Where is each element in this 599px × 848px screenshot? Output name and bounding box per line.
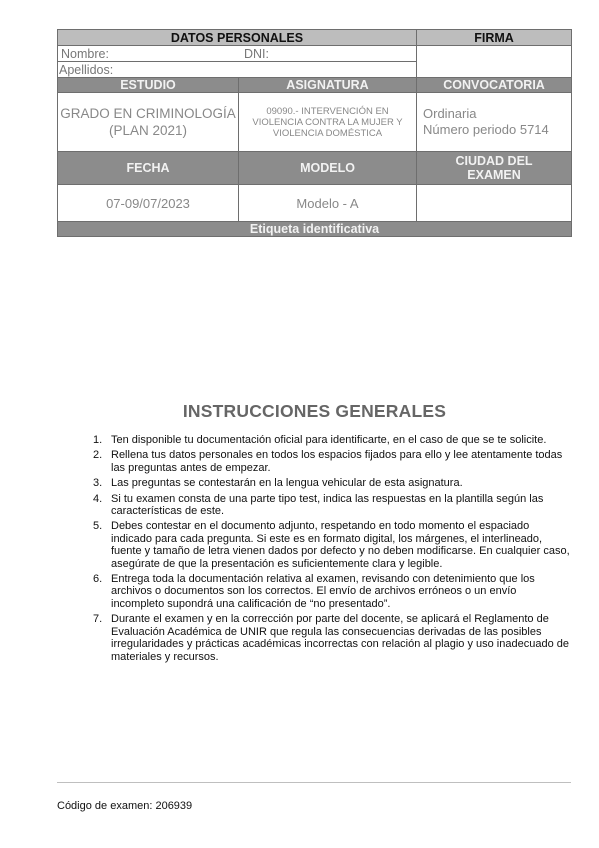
instruction-item (93, 477, 571, 490)
nombre-field[interactable] (58, 46, 417, 62)
estudio-value (58, 93, 239, 152)
asignatura-header: ASIGNATURA (239, 78, 417, 93)
footer-divider (57, 782, 571, 783)
ciudad-line1: CIUDAD DEL (455, 154, 533, 168)
instruction-number: 3. (93, 477, 103, 490)
instruction-number: 6. (93, 573, 103, 586)
ciudad-input[interactable] (417, 185, 572, 222)
ciudad-line2: EXAMEN (467, 168, 521, 182)
instruction-item (93, 573, 571, 610)
instructions-list (93, 434, 571, 666)
instruction-item (93, 613, 571, 663)
dni-label: DNI: (244, 46, 269, 61)
etiqueta-identificativa: Etiqueta identificativa (58, 222, 572, 237)
asignatura-line1: 09090.- INTERVENCIÓN EN (266, 105, 389, 117)
firma-box[interactable] (417, 46, 572, 78)
instruction-item (93, 520, 571, 570)
instruction-text: Si tu examen consta de una parte tipo test, indica las respuestas en la plantilla según las características de este. (111, 492, 544, 518)
fecha-value: 07-09/07/2023 (58, 185, 239, 222)
convocatoria-line2: Número periodo 5714 (423, 122, 549, 137)
estudio-line2: (PLAN 2021) (108, 123, 188, 138)
nombre-label: Nombre: (61, 46, 109, 61)
apellidos-field[interactable] (58, 62, 417, 78)
instruction-number: 5. (93, 520, 103, 533)
modelo-value: Modelo - A (239, 185, 417, 222)
ciudad-header (417, 152, 572, 185)
instruction-number: 1. (93, 434, 103, 446)
instruction-item (93, 434, 571, 446)
convocatoria-value (417, 93, 572, 152)
firma-header: FIRMA (417, 30, 572, 46)
instruction-text: Debes contestar en el documento adjunto, respetando en todo momento el espaciado indicado para cada pregunta. Si este es en formato digital, los márgenes, el interlineado, fuente y tamaño de letra vienen dados por defecto y no deben modificarse. En cualquier caso, asegúrate de que la presentación es suficientemente clara y legible. (111, 520, 570, 570)
instruction-item (93, 492, 571, 518)
apellidos-label: Apellidos: (59, 62, 114, 77)
instruction-text: Durante el examen y en la corrección por parte del docente, se aplicará el Reglamento de Evaluación Académica de UNIR que regula las consecuencias derivadas de las posibles irregularidades y prácticas académicas incorrectas con relación al plagio y uso inadecuado de materiales y recursos. (111, 613, 569, 663)
instruction-text: Las preguntas se contestarán en la lengua vehicular de esta asignatura. (111, 477, 463, 490)
instruction-text: Entrega toda la documentación relativa al examen, revisando con detenimiento que los archivos o documentos son los correctos. El envío de archivos erróneos o un envío incompleto supondrá una calificación de “no presentado”. (111, 573, 535, 610)
fecha-header: FECHA (58, 152, 239, 185)
asignatura-line2: VIOLENCIA CONTRA LA MUJER Y (252, 116, 403, 128)
convocatoria-line1: Ordinaria (423, 106, 477, 121)
datos-personales-header: DATOS PERSONALES (58, 30, 417, 46)
exam-code: Código de examen: 206939 (57, 800, 193, 812)
modelo-header: MODELO (239, 152, 417, 185)
instruction-number: 4. (93, 492, 103, 505)
instruction-text: Rellena tus datos personales en todos los espacios fijados para ello y lee atentamente todas las preguntas antes de empezar. (111, 449, 563, 474)
instruction-number: 7. (93, 613, 103, 626)
instruction-number: 2. (93, 449, 103, 462)
instructions-title: INSTRUCCIONES GENERALES (182, 401, 447, 421)
estudio-header: ESTUDIO (58, 78, 239, 93)
asignatura-value (239, 93, 417, 152)
exam-header-form (57, 29, 572, 237)
asignatura-line3: VIOLENCIA DOMÉSTICA (272, 127, 383, 139)
convocatoria-header: CONVOCATORIA (417, 78, 572, 93)
estudio-line1: GRADO EN CRIMINOLOGÍA (60, 106, 236, 121)
instruction-item (93, 449, 571, 474)
instruction-text: Ten disponible tu documentación oficial para identificarte, en el caso de que se te solicite. (111, 434, 547, 446)
